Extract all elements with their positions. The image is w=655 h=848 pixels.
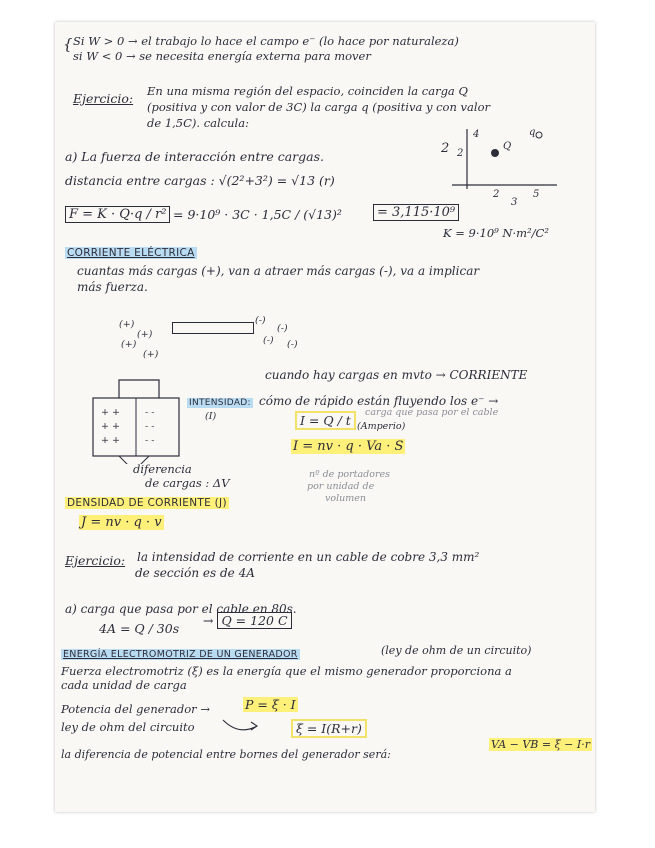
graph-y-side-label: 2	[441, 141, 450, 156]
minus-charge-4: (-)	[287, 339, 298, 350]
exercise2-label: Ejercicio:	[65, 553, 126, 568]
intensidad-label: INTENSIDAD:	[189, 398, 251, 408]
exercise2-text-1: la intensidad de corriente en un cable de cobre 3,3 mm²	[137, 550, 480, 564]
force-formula: F = K · Q·q / r²	[65, 208, 170, 222]
exercise1-text-3: de 1,5C). calcula:	[147, 116, 249, 130]
battery-wire	[119, 380, 159, 398]
minus-charge-2: (-)	[277, 323, 288, 334]
exercise2-text-2: de sección es de 4A	[135, 566, 255, 580]
plus-charge-2: (+)	[137, 329, 153, 340]
graph-x-tick-3: 3	[511, 197, 518, 208]
notebook-page	[55, 22, 595, 812]
intensidad-definition: cómo de rápido están fluyendo los e⁻ →	[259, 394, 499, 408]
plus-charge-3: (+)	[121, 339, 137, 350]
minus-charge-1: (-)	[255, 315, 266, 326]
energia-heading: ENERGÍA ELECTROMOTRIZ DE UN GENERADOR	[63, 649, 298, 660]
distance-line: distancia entre cargas : √(2²+3²) = √13 (r)	[65, 173, 335, 188]
graph-Q-label: Q	[503, 141, 512, 152]
exercise1-text-1: En una misma región del espacio, coinciden la carga Q	[147, 84, 468, 98]
portadores-note-3: volumen	[325, 493, 366, 504]
intensidad-symbol: (I)	[205, 411, 217, 422]
corriente-text-2: más fuerza.	[77, 280, 148, 294]
intensidad-formula-1: I = Q / t	[295, 414, 356, 428]
intensidad-note-1: carga que pasa por el cable	[365, 407, 499, 418]
plus-charge-4: (+)	[143, 349, 159, 360]
battery-minus-2: - -	[145, 421, 155, 432]
corriente-heading: CORRIENTE ELÉCTRICA	[67, 247, 195, 259]
force-evaluation: = 9·10⁹ · 3C · 1,5C / (√13)²	[173, 207, 342, 222]
charge-q-dot	[536, 132, 542, 138]
wire-rectangle	[172, 322, 254, 334]
graph-y-tick-2: 2	[457, 148, 464, 159]
plus-charge-1: (+)	[119, 319, 135, 330]
final-formula: VA − VB = ξ − I·r	[491, 738, 590, 751]
exercise2-question-a: a) carga que pasa por el cable en 80s.	[65, 602, 297, 616]
power-formula: P = ξ · I	[245, 697, 296, 712]
exercise1-label: Ejercicio:	[73, 91, 134, 106]
charge-position-graph	[447, 127, 577, 207]
ohm-arrow	[221, 716, 261, 736]
ohm-label: ley de ohm del circuito	[61, 720, 195, 734]
final-line: la diferencia de potencial entre bornes del generador será:	[61, 748, 391, 761]
diff-charges-1: diferencia	[133, 462, 192, 476]
battery-plus-1: + +	[101, 407, 120, 418]
minus-charge-3: (-)	[263, 335, 274, 346]
energia-text-2: cada unidad de carga	[61, 678, 187, 692]
power-label: Potencia del generador →	[61, 702, 210, 716]
graph-q-label: q	[529, 127, 536, 138]
energia-heading-note: (ley de ohm de un circuito)	[381, 644, 532, 657]
energia-text-1: Fuerza electromotriz (ξ) es la energía que el mismo generador proporciona a	[61, 664, 512, 678]
brace-line-1: Si W > 0 → el trabajo lo hace el campo e⁻ (lo hace por naturaleza)	[73, 34, 459, 48]
graph-x-tick-2: 2	[493, 189, 500, 200]
densidad-formula: J = nv · q · v	[81, 515, 162, 530]
battery-plus-3: + +	[101, 435, 120, 446]
diff-charges-2: de cargas : ΔV	[145, 476, 230, 490]
battery-minus-1: - -	[145, 407, 155, 418]
exercise2-calc: 4A = Q / 30s	[99, 621, 180, 636]
intensidad-intro: cuando hay cargas en mvto → CORRIENTE	[265, 368, 528, 382]
intensidad-formula-2: I = nv · q · Va · S	[293, 439, 404, 454]
exercise2-result: → Q = 120 C	[203, 614, 292, 628]
graph-y-tick-4: 4	[473, 129, 480, 140]
corriente-text-1: cuantas más cargas (+), van a atraer más cargas (-), va a implicar	[77, 264, 480, 278]
exercise1-question-a: a) La fuerza de interacción entre cargas.	[65, 149, 324, 164]
brace: {	[63, 35, 73, 53]
charge-Q-dot	[491, 149, 499, 157]
brace-line-2: si W < 0 → se necesita energía externa para mover	[73, 49, 371, 63]
intensidad-unit: (Amperio)	[357, 421, 406, 432]
battery-minus-3: - -	[145, 435, 155, 446]
k-constant: K = 9·10⁹ N·m²/C²	[443, 226, 549, 240]
graph-x-tick-5: 5	[533, 189, 540, 200]
densidad-heading: DENSIDAD DE CORRIENTE (J)	[67, 497, 227, 509]
ohm-formula: ξ = I(R+r)	[291, 722, 367, 736]
exercise1-text-2: (positiva y con valor de 3C) la carga q (positiva y con valor	[147, 100, 490, 114]
portadores-note-2: por unidad de	[307, 481, 375, 492]
force-result: = 3,115·10⁹	[373, 206, 459, 220]
battery-plus-2: + +	[101, 421, 120, 432]
portadores-note-1: nº de portadores	[309, 469, 390, 480]
